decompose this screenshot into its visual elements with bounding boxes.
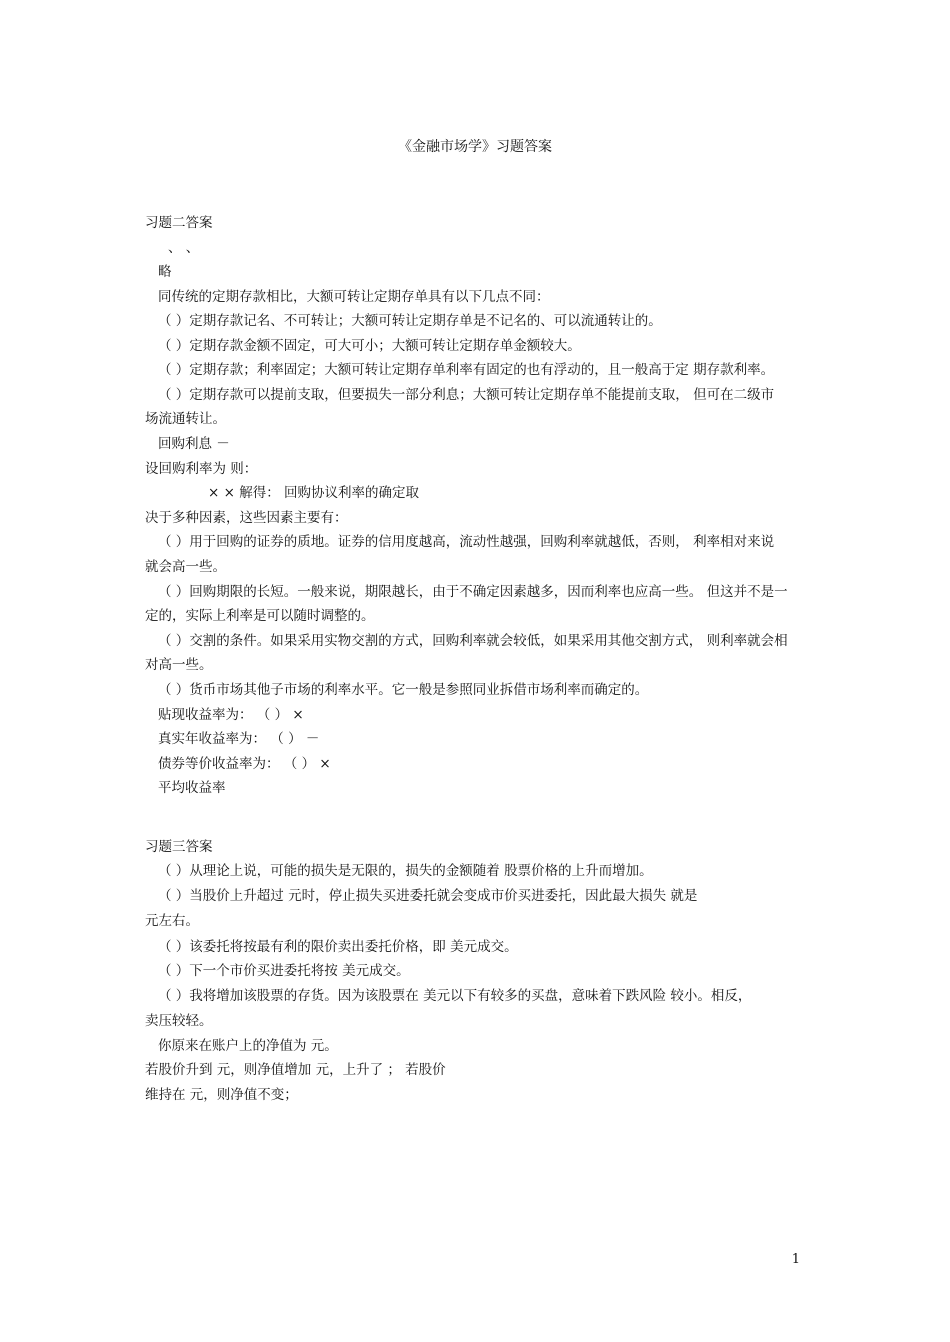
text-line: 、 、: [168, 240, 200, 256]
text-line: （ ）定期存款金额不固定，可大可小；大额可转让定期存单金额较大。: [158, 338, 581, 354]
text-line: （ ）定期存款记名、不可转让；大额可转让定期存单是不记名的、可以流通转让的。: [158, 313, 662, 329]
section-heading: 习题三答案: [145, 839, 213, 855]
text-line: （ ）用于回购的证券的质地。证券的信用度越高，流动性越强，回购利率就越低，否则， 利率相对来说: [158, 534, 775, 550]
text-line: （ ）下一个市价买进委托将按 美元成交。: [158, 963, 410, 979]
text-line: 回购利息 －: [158, 436, 230, 452]
text-line: 若股价升到 元，则净值增加 元，上升了 ； 若股价: [145, 1062, 446, 1078]
document-title: 《金融市场学》习题答案: [398, 139, 552, 155]
text-line: × × 解得： 回购协议利率的确定取: [208, 485, 419, 501]
text-line: 元左右。: [145, 913, 199, 929]
text-line: 债券等价收益率为： （ ） ×: [158, 756, 331, 772]
text-line: 就会高一些。: [145, 559, 226, 575]
text-line: 场流通转让。: [145, 411, 226, 427]
page-number: 1: [791, 1252, 800, 1267]
text-line: 设回购利率为 则：: [145, 461, 258, 477]
text-line: 决于多种因素，这些因素主要有：: [145, 510, 348, 526]
text-line: 定的，实际上利率是可以随时调整的。: [145, 608, 375, 624]
text-line: （ ）定期存款；利率固定；大额可转让定期存单利率有固定的也有浮动的，且一般高于定 期存款利率。: [158, 362, 775, 378]
text-line: （ ）当股价上升超过 元时，停止损失买进委托就会变成市价买进委托，因此最大损失 就是: [158, 888, 698, 904]
text-line: 同传统的定期存款相比，大额可转让定期存单具有以下几点不同：: [158, 289, 550, 305]
text-line: （ ）回购期限的长短。一般来说，期限越长，由于不确定因素越多，因而利率也应高一些。 但这并不是一: [158, 584, 788, 600]
section-heading: 习题二答案: [145, 215, 213, 231]
text-line: 维持在 元，则净值不变；: [145, 1087, 298, 1103]
text-line: 略: [158, 264, 172, 280]
text-line: （ ）定期存款可以提前支取，但要损失一部分利息；大额可转让定期存单不能提前支取， 但可在二级市: [158, 387, 775, 403]
text-line: 你原来在账户上的净值为 元。: [158, 1038, 338, 1054]
text-line: 卖压较轻。: [145, 1013, 213, 1029]
text-line: （ ）该委托将按最有利的限价卖出委托价格，即 美元成交。: [158, 939, 518, 955]
text-line: 对高一些。: [145, 657, 213, 673]
text-line: （ ）我将增加该股票的存货。因为该股票在 美元以下有较多的买盘，意味着下跌风险 较小。相反，: [158, 988, 752, 1004]
text-line: 贴现收益率为： （ ） ×: [158, 707, 304, 723]
text-line: 平均收益率: [158, 780, 226, 796]
text-line: （ ）交割的条件。如果采用实物交割的方式，回购利率就会较低，如果采用其他交割方式， 则利率就会相: [158, 633, 788, 649]
text-line: 真实年收益率为： （ ） －: [158, 731, 320, 747]
text-line: （ ）从理论上说，可能的损失是无限的，损失的金额随着 股票价格的上升而增加。: [158, 863, 653, 879]
text-line: （ ）货币市场其他子市场的利率水平。它一般是参照同业拆借市场利率而确定的。: [158, 682, 649, 698]
